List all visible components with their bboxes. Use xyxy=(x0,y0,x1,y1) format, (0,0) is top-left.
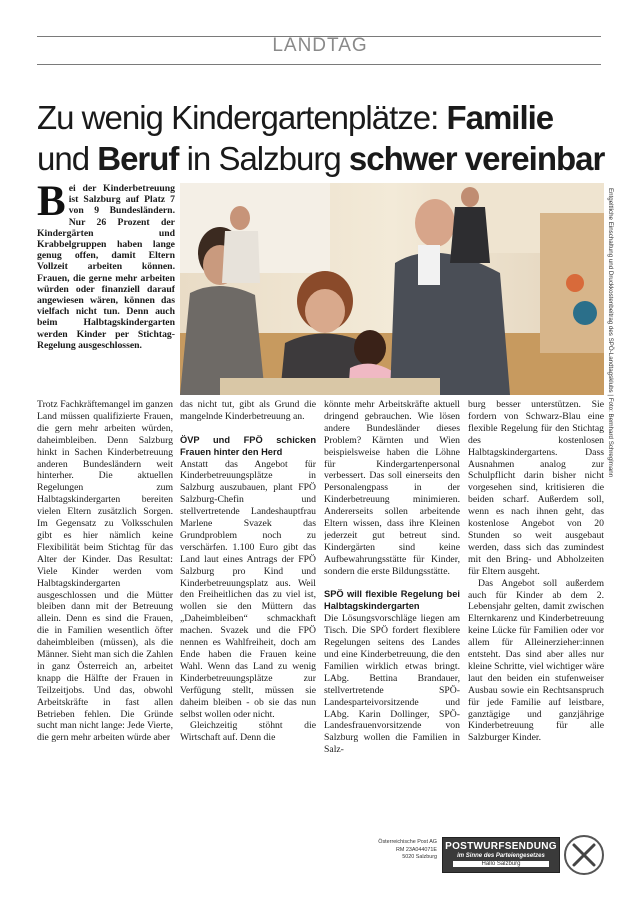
badge-city: Hallo Salzburg xyxy=(453,861,549,867)
photo-caption xyxy=(602,188,615,478)
body-text: Das Angebot soll außerdem auch für Kinder ab dem 2. Lebensjahr gelten, damit zwischen Elternkarenz und Kinderbetreuung keine Lücke für Familien oder vor allem für Alleinerzieher:innen entsteht. Das sind aber alles nur kleine Schritte, viel wichtiger wäre laut den beiden ein stufenweiser Ausbau sowie ein Rechtsanspruch für jede Familie auf leistbare, ganztägige und ganzjährige Kinderbetreuung für alle Salzburger Kinder. xyxy=(468,577,604,744)
body-text: das nicht tut, gibt als Grund die mangelnde Kinderbetreuung an. xyxy=(180,399,316,422)
column-2 xyxy=(180,399,316,829)
lead-text: ei der Kinderbetreuung ist Salzburg auf Platz 7 von 9 Bundesländern. Nur 26 Prozent der Kindergärten und Krabbelgruppen haben lange genug offen, damit Eltern Vollzeit arbeiten können. Frauen, die gerne mehr arbeiten würden oder finanziell darauf angewiesen wären, können das vielfach nicht tun. Denn auch beim Halbtagskindergarten werden Kinder per Stichtag-Regelung ausgeschlossen. xyxy=(37,183,175,351)
badge-title: POSTWURFSENDUNG xyxy=(445,841,557,852)
caption-text: Entgeltliche Einschaltung und Druckkostenbeitrag des SPÖ-Landtagsklubs | Foto: Bernhard Schreglmann xyxy=(607,188,614,478)
badge-subtitle: im Sinne des Parteiengesetzes xyxy=(457,853,545,859)
lead-paragraph xyxy=(37,183,175,383)
drop-cap: B xyxy=(37,183,66,225)
photo-illustration xyxy=(180,183,604,395)
headline-part: Zu wenig Kindergartenplätze: xyxy=(37,99,447,136)
postal-line: Österreichische Post AG xyxy=(378,839,437,845)
ballot-x-icon xyxy=(563,834,605,876)
postal-info xyxy=(372,839,437,862)
headline-part: und xyxy=(37,140,98,177)
body-text: Die Lösungsvorschläge liegen am Tisch. Die SPÖ fordert flexiblere Regelungen seitens des Landes und eine Kinderbetreuung, die den Familien wirklich etwas bringt. LAbg. Bettina Brandauer, stellvertretende SPÖ-Landesparteivorsitzende und LAbg. Karin Dollinger, SPÖ-Landesfrauenvorsitzende von Salzburg wollen die Familien in Salz- xyxy=(324,613,460,756)
headline-bold: Familie xyxy=(446,99,554,136)
headline-part: in Salzburg xyxy=(178,140,349,177)
section-label: LANDTAG xyxy=(272,35,368,56)
postwurfsendung-badge xyxy=(442,837,560,873)
section-rule xyxy=(37,64,601,65)
article-photo xyxy=(180,183,604,395)
column-4 xyxy=(468,399,604,829)
body-text: Gleichzeitig stöhnt die Wirtschaft auf. Denn die xyxy=(180,720,316,744)
body-text: burg besser unterstützen. Sie fordern von Schwarz-Blau eine flexible Regelung für den Stichtag des kostenlosen Halbtagskindergartens. Dass Ausnahmen analog zur Schulpflicht darin bisher nicht vorgesehen sind, kritisieren die beiden scharf. Außerdem soll, wenn es nach ihnen geht, das kostenlose Angebot von 20 Stunden so weit ausgebaut werden, dass sich das zumindest mit den Bring- und Abholzeiten für Eltern ausgeht. xyxy=(468,399,604,577)
article-headline xyxy=(37,97,617,179)
postal-line: 5020 Salzburg xyxy=(402,854,437,860)
subheading: SPÖ will flexible Regelung bei Halbtagskindergarten xyxy=(324,589,460,612)
postal-line: RM 23A044071E xyxy=(395,846,437,853)
headline-bold: schwer vereinbar xyxy=(348,140,605,177)
body-text: Anstatt das Angebot für Kinderbetreuungsplätze in Salzburg auszubauen, plant FPÖ Salzburg-Chefin und stellvertretende Landeshauptfrau Marlene Svazek das Grundproblem noch zu verschärfen. 1.100 Euro gibt das Land laut eines Antrags der FPÖ Salzburg pro Kind und Kinderbetreuungsplatz aus. Weil den Freiheitlichen das zu viel ist, wollen sie den Müttern das „Daheimbleiben“ schmackhaft machen. Svazek und die FPÖ nennen es Wahlfreiheit, doch am Ende haben die Frauen keine Wahl. Wenn das Land zu wenig Kinderbetreuungsplätze zur Verfügung stellt, müssen sie daheim bleiben - ob sie das nun selbst wollen oder nicht. xyxy=(180,458,316,720)
column-1 xyxy=(37,399,173,829)
body-text: Trotz Fachkräftemangel im ganzen Land müssen qualifizierte Frauen, die gern mehr arbeiten würden, daheimbleiben. Denn Salzburg hinkt in Sachen Kinderbetreuung anderen Bundesländern weit hinterher. Die aktuellen Regelungen zum Halbtagskindergarten bereiten vielen Eltern zusätzlich Sorgen. Im Gegensatz zu Volksschulen gibt es hier nämlich keine Flexibilität beim Stichtag für das Alter der Kinder. Das Resultat: Viele Kinder werden vom Halbtagskindergarten ausgeschlossen und die Mütter bleiben dann mit der Betreuung allein. Denn es sind die Frauen, die in Familien wesentlich öfter daheimbleiben (müssen), als die Männer. Sieht man sich die Zahlen in ganz Österreich an, arbeitet knapp die Hälfte der Frauen in Teilzeitjobs. Und das, obwohl Arbeitskräfte in fast allen Betrieben fehlen. Die Gründe sucht man nicht lange: Jede Vierte, die gern mehr arbeiten würde aber xyxy=(37,399,173,744)
subheading: ÖVP und FPÖ schicken Frauen hinter den Herd xyxy=(180,434,316,457)
headline-bold: Beruf xyxy=(97,140,179,177)
column-3 xyxy=(324,399,460,831)
body-text: könnte mehr Arbeitskräfte aktuell dringend gebrauchen. Wie lösen andere Bundesländer dieses Problem? Kärnten und Wien beispielsweise haben die Löhne für Kindergartenpersonal verbessert. Das soll einerseits den Personalengpass in der Kinderbetreuung minimieren. Andererseits sollen arbeitende Eltern wissen, dass ihre Kleinen jederzeit gut betreut sind. Kindergärten sind keine Aufbewahrungsstätte für Kinder, sondern die erste Bildungsstätte. xyxy=(324,399,460,577)
